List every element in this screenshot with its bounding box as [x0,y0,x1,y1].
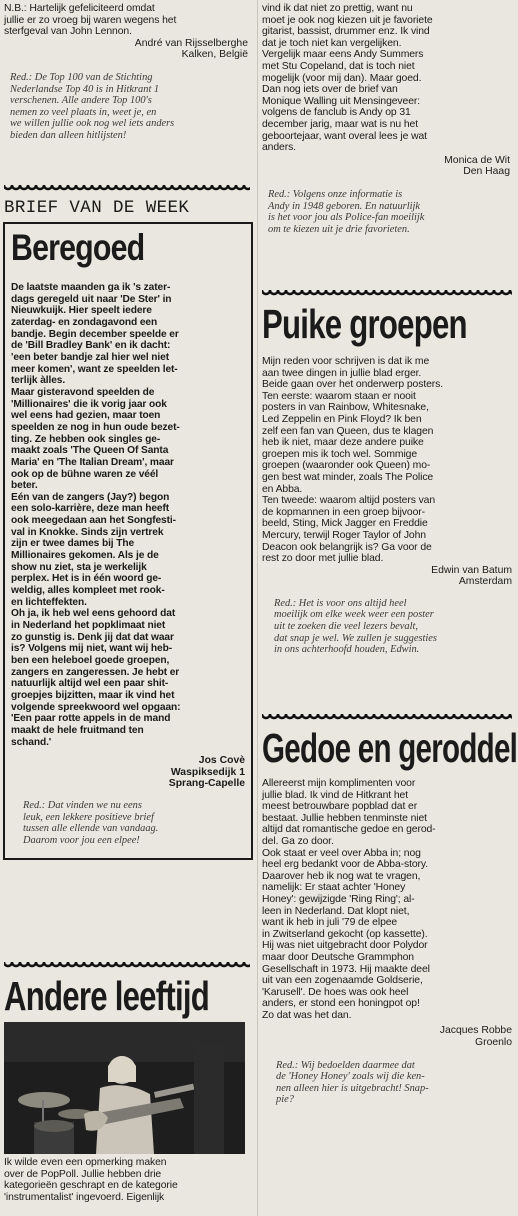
text-line: weldig, alles kompleet met rook- [11,585,165,597]
text-line: Kalken, België [181,49,248,61]
text-line: Ik wilde even een opmerking maken [4,1157,167,1168]
text-line: Den Haag [463,166,510,178]
text-line: gitarist, bassist, drummer enz. Ik vind [262,26,430,38]
text-line: heb ik niet, maar deze andere puike [262,437,424,449]
text-line: we willen jullie ook nog wel iets anders [10,118,175,130]
text-line: Edwin van Batum [431,564,512,576]
text-line: verschenen. Alle andere Top 100's [10,95,152,107]
text-line: beeld, Sting, Mick Jagger en Freddie [262,518,428,530]
text-line: vind ik dat niet zo prettig, want nu [262,3,413,14]
article-signature [262,1025,512,1048]
text-line: Nederlandse Top 40 is in Hitkrant 1 [10,83,160,95]
continued-letter-reply [262,189,510,235]
text-line: Mercury, terwijl Roger Taylor of John [262,529,426,541]
text-line: uit van een zogenaamde Goldserie, [262,975,423,987]
text-line: Jacques Robbe [439,1025,512,1037]
text-line: leen in Nederland. Dat klopt niet, [262,905,410,917]
box-reply [11,800,245,846]
text-line: terlijk àlles. [11,375,66,387]
text-line: rest zo door met jullie blad. [262,553,384,565]
text-line: aan twee dingen in jullie blad erger. [262,367,422,379]
text-line: de 'Honey Honey' zoals wij die ken- [276,1071,425,1083]
article-title: Gedoe en geroddel [262,725,518,771]
text-line: Deacon ook belangrijk is? Ga voor de [262,541,432,553]
text-line: schand.' [11,736,52,748]
text-line: met Stu Copeland, dat is toch niet [262,60,415,72]
text-line: Maar gisteravond speelden de [11,386,155,398]
text-line: is het voor jou als Police-fan moeilijk [268,212,425,224]
text-line: in ons achterhoofd houden, Edwin. [274,644,420,656]
text-line: in Nederland het popklimaat niet [11,620,166,632]
text-line: Beide gaan over het onderwerp posters. [262,379,444,391]
article-text [4,1157,252,1203]
article-title: Puike groepen [262,301,467,347]
text-line: Red.: Wij bedoelden daarmee dat [276,1059,415,1071]
text-line: 'een beter bandje zal hier wel niet [11,351,170,363]
text-line: Ten eerste: waarom staan er nooit [262,390,416,402]
continued-letter-block [262,3,510,235]
text-line: tussen alle ellende van vandaag. [23,823,159,835]
top-letter-text [4,3,248,38]
text-line: groepen mis ik toch wel. Sommige [262,448,418,460]
text-line: kategorieën geschrapt en de kategorie [4,1180,178,1192]
text-line: perplex. Het is in één woord ge- [11,573,162,585]
text-line: moeilijk om elke week weer een poster [274,609,434,621]
text-line: december jarig, maar wat is nu het [262,118,418,130]
text-line: Nieuwkuijk. Hier speelt iedere [11,305,152,317]
text-line: bieden dan alleen hitlijsten! [10,129,127,141]
text-line: Daarover heb ik nog wat te vragen, [262,870,421,882]
guitarist-photo-icon [4,1022,245,1154]
text-line: zangers en zangeressen. Je hebt er [11,666,180,678]
text-line: 'Karusell'. De hoes was ook heel [262,986,409,998]
text-line: Andy in 1948 geboren. En natuurlijk [268,200,420,212]
text-line: ting. Ze hebben ook singles ge- [11,433,161,445]
article-signature [262,565,512,588]
text-line: maakt de hele fruitmand ten [11,724,144,736]
box-signature [11,755,245,790]
text-line: zijn er twee dames bij The [11,538,135,550]
text-line: posters in van Rainbow, Whitesnake, [262,402,429,414]
text-line: Ten tweede: waarom altijd posters van [262,495,436,507]
top-letter-reply [4,72,248,142]
text-line: Oh ja, ik heb wel eens gehoord dat [11,608,176,620]
text-line: volgende spreekwoord wel opgaan: [11,701,181,713]
text-line: natuurlijk altijd wel een paar shit- [11,678,169,690]
text-line: en lichteffekten. [11,596,87,608]
text-line: meer komen', want ze speelden let- [11,363,178,375]
top-letter-signature [4,38,248,61]
text-line: Monica de Wit [444,154,510,166]
section-label: BRIEF VAN DE WEEK [4,198,190,218]
text-line: Led Zeppelin en Pink Floyd? Ik ben [262,413,422,425]
text-line: Gesellschaft in 1973. Hij maakte deel [262,963,430,975]
concert-photo [4,1022,245,1154]
text-line: val in Knokke. Sinds zijn vertrek [11,526,164,538]
box-letter-text [11,282,245,748]
text-line: over de PopPoll. Jullie hebben drie [4,1168,162,1180]
text-line: nen alleen hier is uitgebracht! Snap- [276,1082,429,1094]
text-line: sterfgeval van John Lennon. [4,26,132,38]
text-line: Red.: Het is voor ons altijd heel [274,597,407,609]
puike-groepen-block [262,356,512,656]
text-line: in Zwitserland gekocht (op kassette). [262,928,428,940]
text-line: moet je ook nog kiezen uit je favoriete [262,14,433,26]
text-line: groepjes bijzitten, maar ik vind het [11,689,175,701]
text-line: gen best wat minder, zoals The Police [262,471,434,483]
text-line: pie? [276,1094,294,1106]
text-line: jullie er zo vroeg bij waren wegens het [4,14,177,26]
text-line: Maria' en 'The Italian Dream', maar [11,456,174,468]
wavy-rule [4,962,250,970]
text-line: 'instrumentalist' ingevoerd. Eigenlijk [4,1191,165,1203]
text-line: Amsterdam [458,576,512,588]
text-line: ook meegedaan aan het Songfesti- [11,515,176,527]
text-line: Monique Walling uit Mensingeveer: [262,95,421,107]
wavy-rule [262,714,512,722]
text-line: bandje. Begin december speelde er [11,328,179,340]
text-line: Mijn reden voor schrijven is dat ik me [262,356,430,367]
article-reply [262,1060,512,1106]
text-line: André van Rijsselberghe [134,37,248,49]
text-line: Red.: De Top 100 van de Stichting [10,71,153,83]
text-line: N.B.: Hartelijk gefeliciteerd omdat [4,3,155,14]
text-line: anders. [262,142,296,154]
article-text [262,778,512,1021]
text-line: dags geregeld uit naar 'De Ster' in [11,293,172,305]
wavy-rule [4,185,250,193]
text-line: om te kiezen uit je drie favorieten. [268,223,410,235]
text-line: maar door Deutsche Grammphon [262,951,414,963]
text-line: volgens de fanclub is Andy op 31 [262,107,411,119]
text-line: bestaat. Jullie hebben tenminste niet [262,812,427,824]
continued-letter-signature [262,155,510,178]
text-line: de 'Bill Bradley Bank' en ik dacht: [11,340,171,352]
text-line: heel erg bedankt voor de Abba-story. [262,859,429,871]
text-line: Allereerst mijn komplimenten voor [262,778,416,789]
text-line: Groenlo [475,1037,512,1049]
right-column [262,0,518,1216]
text-line: leuk, een lekkere positieve brief [23,811,154,823]
text-line: Zo dat was het dan. [262,1009,352,1021]
text-line: een solo-karrière, deze man heeft [11,503,170,515]
text-line: Eén van de zangers (Jay?) begon [11,491,170,503]
box-title: Beregoed [11,227,145,268]
text-line: mogelijk (voor mij dan). Maar goed. [262,72,422,84]
left-column [0,0,252,1216]
text-line: ook op de bühne waren ze véél [11,468,159,480]
text-line: Sprang-Capelle [168,778,245,790]
top-letter-block [4,3,248,142]
text-line: zaterdag- en zondagavond een [11,316,158,328]
text-line: groepen (waaronder ook Queen) mo- [262,460,431,472]
text-line: Red.: Volgens onze informatie is [268,188,403,200]
text-line: Red.: Dat vinden we nu eens [23,800,142,812]
text-line: De laatste maanden ga ik 's zater- [11,282,171,293]
text-line: maakt zoals 'The Queen Of Santa [11,445,169,457]
text-line: 'Een paar rotte appels in de mand [11,713,171,725]
text-line: is? Volgens mij niet, want wij heb- [11,643,173,655]
text-line: zelf een fan van Queen, dus te klagen [262,425,434,437]
text-line: anders, er stond een honingpot op! [262,998,420,1010]
article-reply [262,598,512,656]
text-line: dat je toch niet kan vergelijken. [262,37,402,49]
text-line: ben een heleboel goede groepen, [11,655,170,666]
text-line: jullie blad. Ik vind de Hitkrant het [262,789,408,801]
text-line: Jos Covè [198,755,245,767]
text-line: Millionaires gekomen. Als je de [11,550,159,562]
text-line: geboortejaar, want overal lees je wat [262,130,427,142]
text-line: 'Millionaires' die ik vorig jaar ook [11,398,167,410]
text-line: en Abba. [262,483,303,495]
text-line: altijd dat romantische gedoe en gerod- [262,824,436,836]
text-line: Honey': gewijzigde 'Ring Ring'; al- [262,893,415,905]
gedoe-block [262,778,512,1106]
text-line: de kopmannen in een groep bijvoor- [262,506,425,518]
text-line: Hij was niet uitgebracht door Polydor [262,940,428,952]
text-line: dat snap je wel. We zullen je suggesties [274,632,437,644]
text-line: del. Ga zo door. [262,835,334,847]
text-line: beter. [11,480,38,492]
text-line: show nu ziet, sta je werkelijk [11,561,147,573]
column-divider [257,0,258,1216]
article-text [262,356,512,565]
text-line: Daarom voor jou een elpee! [23,834,140,846]
text-line: wel eens had gezien, maar toen [11,410,161,422]
text-line: speelden ze nog in hun oude bezet- [11,421,180,433]
text-line: want ik heb in juli '79 de elpee [262,917,398,929]
text-line: Ook staat er veel over Abba in; nog [262,847,421,859]
letter-of-week-box [3,222,253,860]
text-line: meest betrouwbare popblad dat er [262,801,418,813]
wavy-rule [262,290,512,298]
text-line: namelijk: Er staat achter 'Honey [262,882,406,894]
text-line: Dan nog iets over de brief van [262,84,398,96]
article-title: Andere leeftijd [4,973,210,1019]
text-line: Waspiksedijk 1 [170,766,245,778]
continued-letter-text [262,3,510,154]
text-line: nemen zo veel plaats in, weet je, en [10,106,157,118]
text-line: Vergelijk maar eens Andy Summers [262,49,424,61]
text-line: uit te zoeken die veel lezers bevalt, [274,621,418,633]
text-line: zo gunstig is. Denk jij dat dat waar [11,631,174,643]
